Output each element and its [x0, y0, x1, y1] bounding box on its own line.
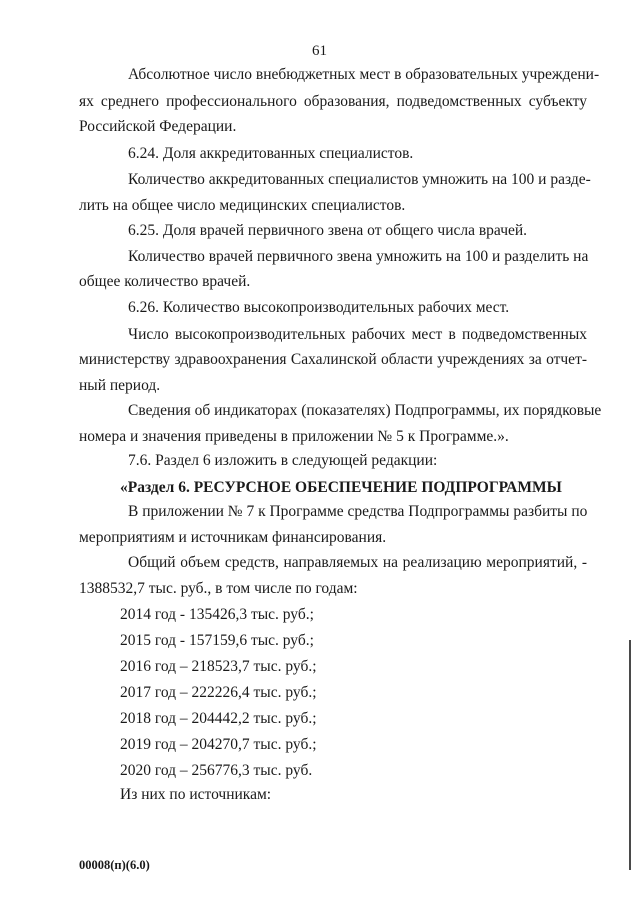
- text-line: министерству здравоохранения Сахалинской области учреждениях за отчет-: [79, 351, 587, 368]
- text-line: Количество аккредитованных специалистов умножить на 100 и разде-: [128, 171, 591, 188]
- year-line: 2014 год - 135426,3 тыс. руб.;: [120, 606, 314, 623]
- text-line: ях среднего профессионального образования, подведомственных субъекту: [79, 93, 587, 110]
- section-heading: 6.25. Доля врачей первичного звена от общего числа врачей.: [128, 222, 528, 239]
- text-line: ный период.: [79, 377, 161, 394]
- text-line: лить на общее число медицинских специалистов.: [79, 197, 406, 214]
- text-line: номера и значения приведены в приложении № 5 к Программе.».: [79, 428, 509, 445]
- text-line: Количество врачей первичного звена умножить на 100 и разделить на: [128, 248, 589, 265]
- text-line: Абсолютное число внебюджетных мест в образовательных учреждени-: [128, 66, 600, 83]
- text-line: В приложении № 7 к Программе средства Подпрограммы разбиты по: [128, 503, 588, 520]
- section-title: «Раздел 6. РЕСУРСНОЕ ОБЕСПЕЧЕНИЕ ПОДПРОГРАММЫ: [120, 479, 562, 496]
- text-line: Число высокопроизводительных рабочих мест в подведомственных: [128, 326, 587, 343]
- text-line: общее количество врачей.: [79, 273, 251, 290]
- year-line: 2020 год – 256776,3 тыс. руб.: [120, 762, 313, 779]
- year-line: 2017 год – 222226,4 тыс. руб.;: [120, 684, 317, 701]
- text-line: мероприятиям и источникам финансирования.: [79, 529, 387, 546]
- year-line: 2015 год - 157159,6 тыс. руб.;: [120, 632, 314, 649]
- text-line: Из них по источникам:: [120, 786, 272, 803]
- footer-code: 00008(п)(6.0): [79, 858, 150, 872]
- year-line: 2018 год – 204442,2 тыс. руб.;: [120, 710, 317, 727]
- section-heading: 6.26. Количество высокопроизводительных рабочих мест.: [128, 299, 510, 316]
- text-line: 7.6. Раздел 6 изложить в следующей редакции:: [128, 452, 438, 469]
- text-line: 1388532,7 тыс. руб., в том числе по годам:: [79, 580, 358, 597]
- text-line: Общий объем средств, направляемых на реализацию мероприятий, -: [128, 554, 587, 571]
- section-heading: 6.24. Доля аккредитованных специалистов.: [128, 145, 414, 162]
- text-line: Сведения об индикаторах (показателях) Подпрограммы, их порядковые: [128, 402, 602, 419]
- text-line: Российской Федерации.: [79, 118, 237, 135]
- scan-edge-line: [629, 640, 631, 870]
- page-number: 61: [312, 43, 327, 59]
- year-line: 2019 год – 204270,7 тыс. руб.;: [120, 736, 317, 753]
- year-line: 2016 год – 218523,7 тыс. руб.;: [120, 658, 317, 675]
